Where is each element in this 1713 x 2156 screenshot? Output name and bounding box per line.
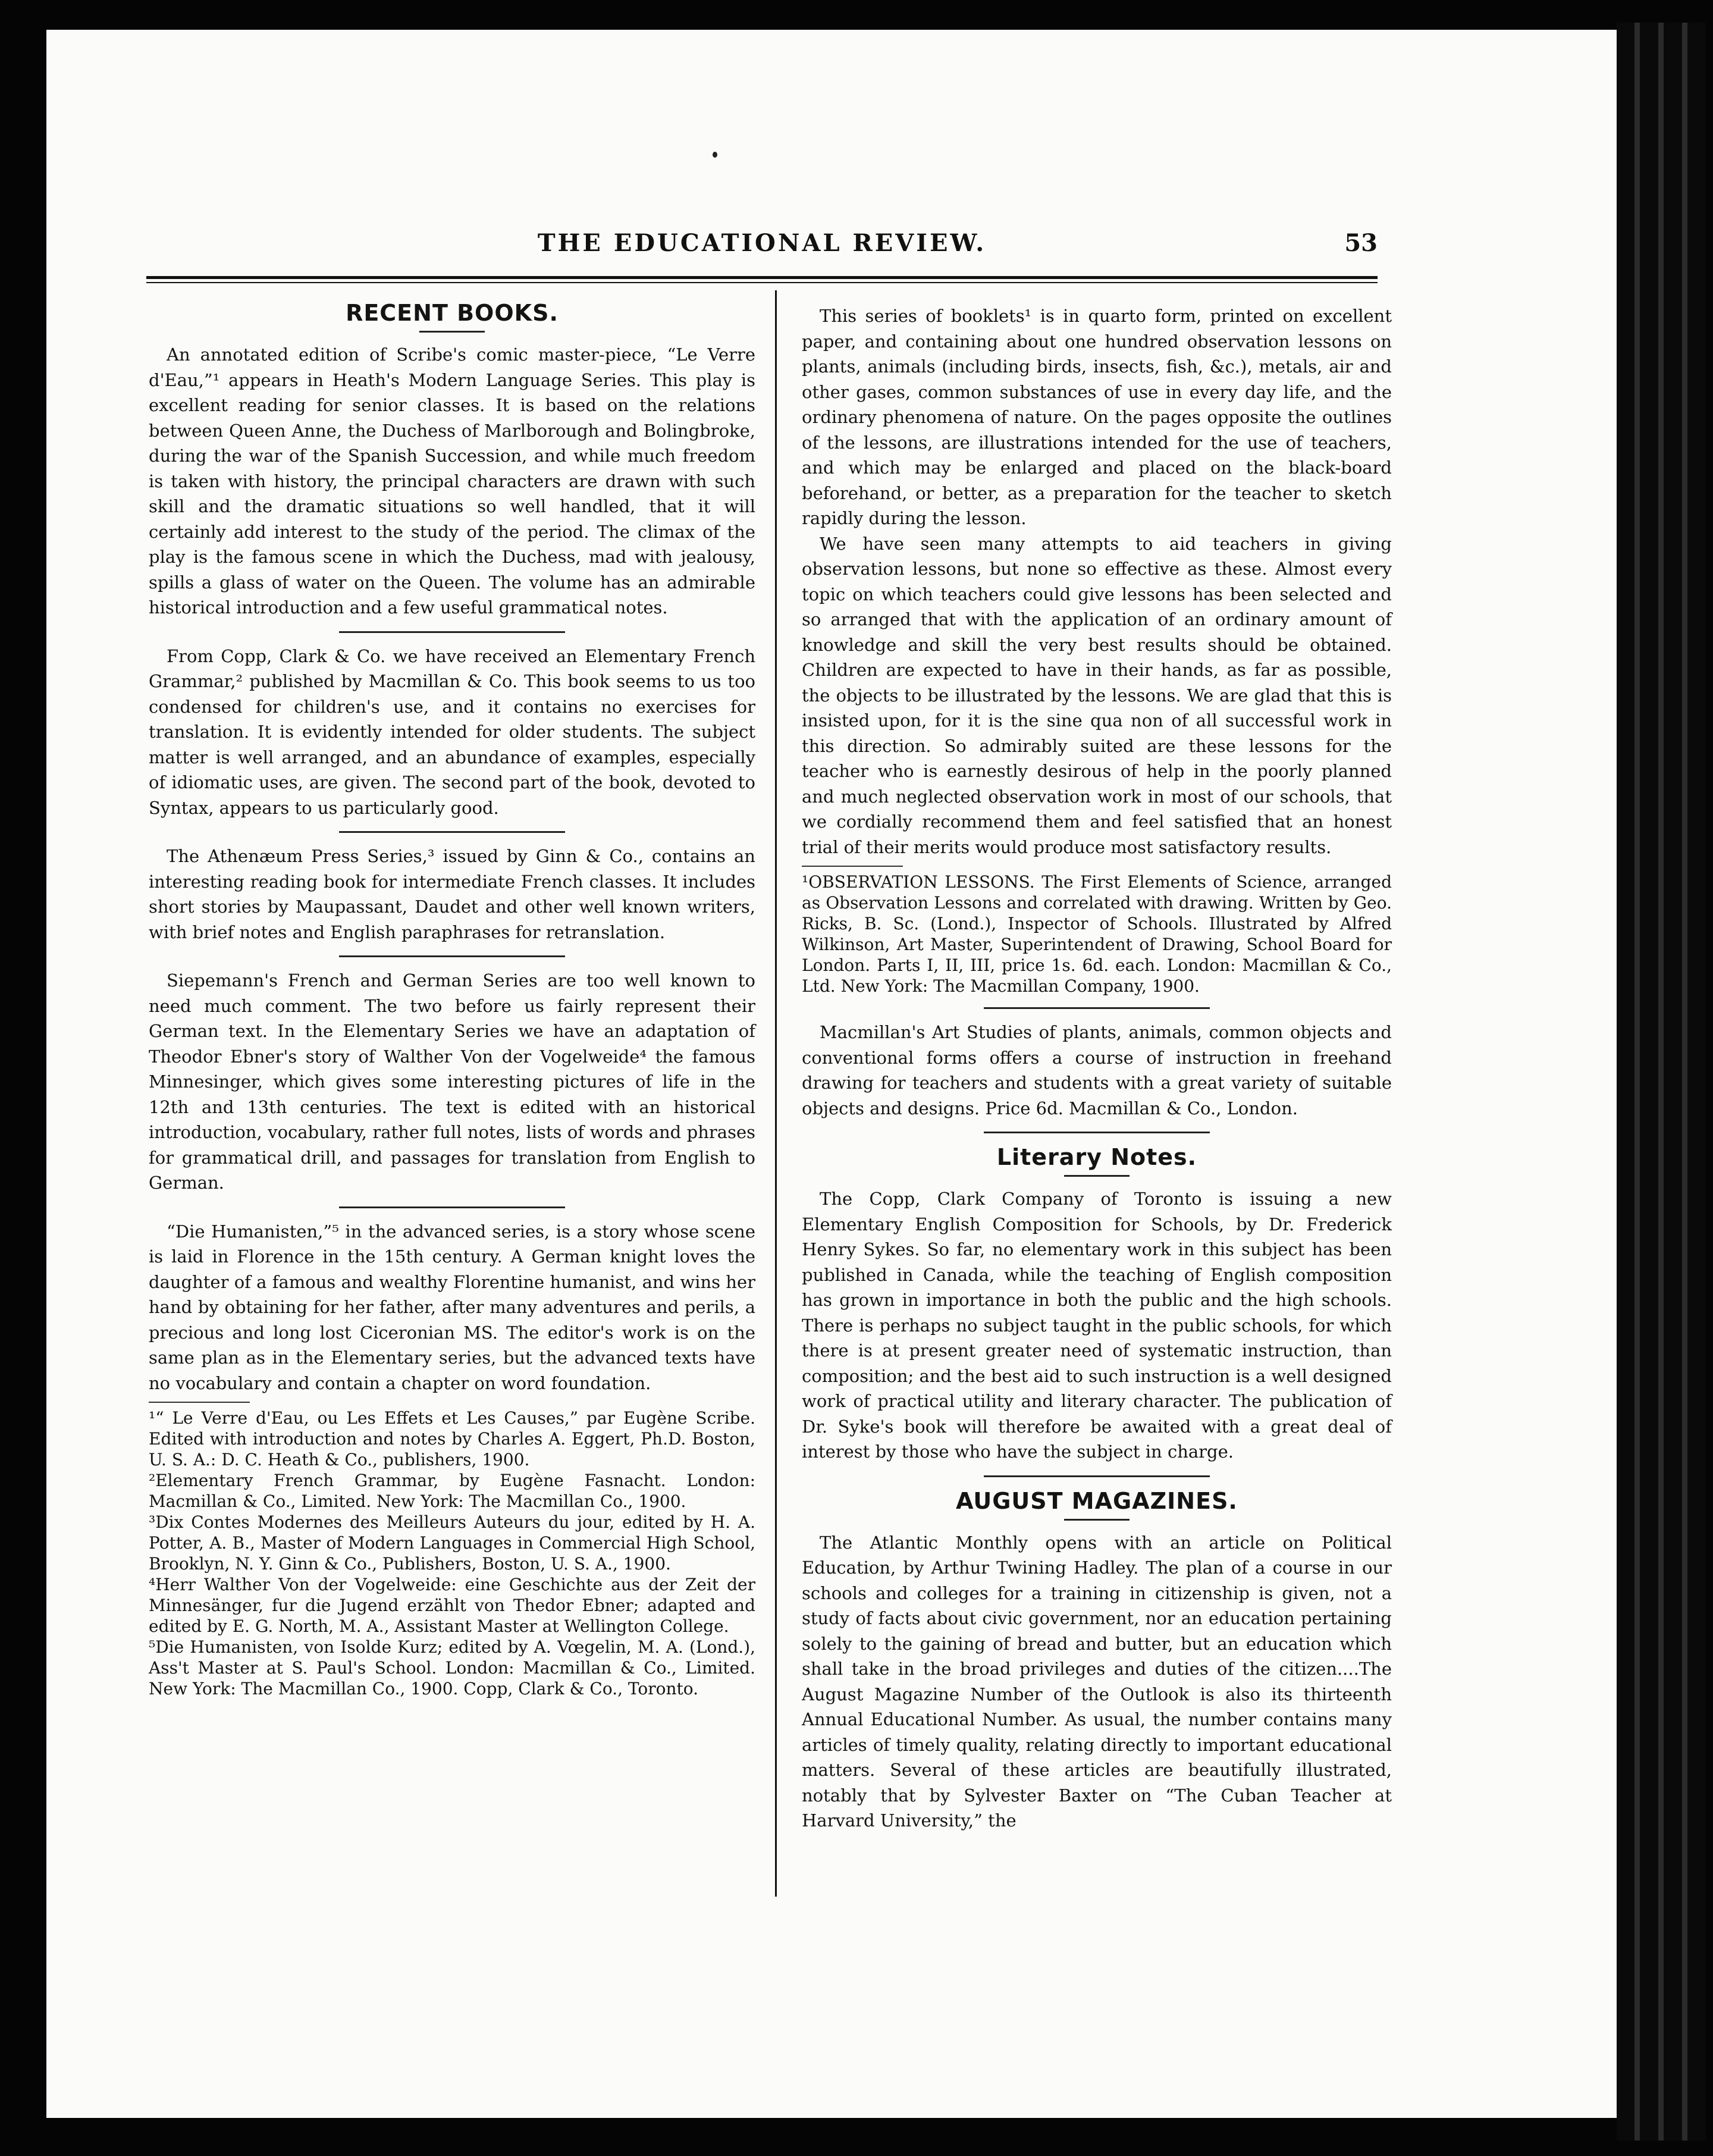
literary-note-copp-clark: The Copp, Clark Company of Toronto is issuing a new Elementary English Composition for Schools, by Dr. Frederick Henry Sykes. So far, no elementary work in this subject has been published in Canada, while the teaching of English composition has grown in importance in both the public and the high schools. There is perhaps no subject taught in the public schools, for which there is at present greater need of systematic instruction, than composition; and the best aid to such instruction is a well designed work of practical utility and literary character. The publication of Dr. Syke's book will therefore be awaited with a great deal of interest by those who have the subject in charge.: [802, 1189, 1392, 1462]
review-le-verre-deau: An annotated edition of Scribe's comic master-piece, “Le Verre d'Eau,”¹ appears in Heath's Modern Language Series. This play is excellent reading for senior classes. It is based on the relations between Queen Anne, the Duchess of Marlborough and Bolingbroke, during the war of the Spanish Succession, and while much freedom is taken with history, the principal characters are drawn with such skill and the dramatic situations so well handled, that it will certainly add interest to the study of the period. The climax of the play is the famous scene in which the Duchess, mad with jealousy, spills a glass of water on the Queen. The volume has an admirable historical introduction and a few useful grammatical notes.: [149, 344, 755, 618]
header-rule: [146, 276, 1378, 279]
footnote-observation-lessons: ¹OBSERVATION LESSONS. The First Elements of Science, arranged as Observation Lessons and correlated with drawing. Written by Geo. Ricks, B. Sc. (Lond.), Inspector of Schools. Illustrated by Alfred Wilkinson, Art Master, Superintendent of Drawing, School Board for London. Parts I, II, III, price 1s. 6d. each. London: Macmillan & Co., Ltd. New York: The Macmillan Company, 1900.: [802, 872, 1392, 996]
recent-books-heading: RECENT BOOKS.: [346, 300, 559, 326]
ink-mark: [713, 152, 717, 158]
separator-rule: [339, 831, 565, 833]
footnote-rule: [149, 1402, 250, 1403]
separator-rule: [339, 955, 565, 957]
separator-rule: [984, 1132, 1210, 1133]
review-observation-lessons-cont: We have seen many attempts to aid teachers in giving observation lessons, but none so effective as these. Almost every topic on which teachers could give lessons has been selected and so arranged that with the application of an ordinary amount of knowledge and skill the very best results should be obtained. Children are expected to have in their hands, as far as possible, the objects to be illustrated by the lessons. We are glad that this is insisted upon, for it is the sine qua non of all successful work in this direction. So admirably suited are these lessons for the teacher who is earnestly desirous of help in the poorly planned and much neglected observation work in most of our schools, that we cordially recommend them and feel satisfied that an honest trial of their merits would produce most satisfactory results.: [802, 533, 1392, 857]
header-rule-thin: [146, 282, 1378, 283]
footnote-rule: [802, 866, 903, 867]
heading-rule: [419, 331, 485, 333]
literary-notes-heading: Literary Notes.: [996, 1144, 1197, 1170]
footnote-2: ²Elementary French Grammar, by Eugène Fasnacht. London: Macmillan & Co., Limited. New York: The Macmillan Co., 1900.: [149, 1471, 755, 1511]
august-magazines-text: The Atlantic Monthly opens with an article on Political Education, by Arthur Twining Hadley. The plan of a course in our schools and colleges for a training in citizenship is given, not a study of facts about civic government, nor an education pertaining solely to the gaining of bread and butter, but an education which shall take in the broad privileges and duties of the citizen....The August Magazine Number of the Outlook is also its thirteenth Annual Educational Number. As usual, the number contains many articles of timely quality, relating directly to important educational matters. Several of these articles are beautifully illustrated, notably that by Sylvester Baxter on “The Cuban Teacher at Harvard University,” the: [802, 1532, 1392, 1831]
footnote-3: ³Dix Contes Modernes des Meilleurs Auteurs du jour, edited by H. A. Potter, A. B., Master of Modern Languages in Commercial High School, Brooklyn, N. Y. Ginn & Co., Publishers, Boston, U. S. A., 1900.: [149, 1512, 755, 1574]
august-magazines-heading: AUGUST MAGAZINES.: [956, 1487, 1238, 1514]
heading-rule: [1064, 1175, 1130, 1177]
page-header: [146, 229, 1378, 259]
footnote-4: ⁴Herr Walther Von der Vogelweide: eine Geschichte aus der Zeit der Minnesänger, fur die Jugend erzählt von Thedor Ebner; adapted and edited by E. G. North, M. A., Assistant Master at Wellington College.: [149, 1575, 755, 1636]
page-number: 53: [1344, 229, 1378, 257]
right-column: [802, 303, 1392, 1834]
footnote-1: ¹“ Le Verre d'Eau, ou Les Effets et Les Causes,” par Eugène Scribe. Edited with introduction and notes by Charles A. Eggert, Ph.D. Boston, U. S. A.: D. C. Heath & Co., publishers, 1900.: [149, 1408, 755, 1469]
book-binding-edge: [1617, 23, 1706, 2141]
separator-rule: [984, 1475, 1210, 1477]
review-observation-lessons: This series of booklets¹ is in quarto form, printed on excellent paper, and containing about one hundred observation lessons on plants, animals (including birds, insects, fish, &c.), metals, air and other gases, common substances of use in every day life, and the ordinary phenomena of nature. On the pages opposite the outlines of the lessons, are illustrations intended for the use of teachers, and which may be enlarged and placed on the black-board beforehand, or better, as a preparation for the teacher to sketch rapidly during the lesson.: [802, 306, 1392, 528]
separator-rule: [339, 1207, 565, 1208]
binding-line: [1682, 23, 1687, 2141]
review-athenaeum-press: The Athenæum Press Series,³ issued by Ginn & Co., contains an interesting reading book for intermediate French classes. It includes short stories by Maupassant, Daudet and other well known writers, with brief notes and English paraphrases for retranslation.: [149, 846, 755, 942]
separator-rule: [339, 631, 565, 633]
review-french-grammar: From Copp, Clark & Co. we have received an Elementary French Grammar,² published by Macmillan & Co. This book seems to us too condensed for children's use, and it contains no exercises for translation. It is evidently intended for older students. The subject matter is well arranged, and an abundance of examples, especially of idiomatic uses, are given. The second part of the book, devoted to Syntax, appears to us particularly good.: [149, 645, 755, 818]
running-head: THE EDUCATIONAL REVIEW.: [537, 229, 987, 257]
scanned-page: [46, 30, 1617, 2118]
review-siepemann-series: Siepemann's French and German Series are too well known to need much comment. The two before us fairly represent their German text. In the Elementary Series we have an adaptation of Theodor Ebner's story of Walther Von der Vogelweide⁴ the famous Minnesinger, which gives some interesting pictures of life in the 12th and 13th centuries. The text is edited with an historical introduction, vocabulary, rather full notes, lists of words and phrases for grammatical drill, and passages for translation from English to German.: [149, 970, 755, 1193]
column-divider: [775, 290, 777, 1897]
left-column: [149, 293, 755, 1699]
separator-rule: [984, 1007, 1210, 1009]
footnote-5: ⁵Die Humanisten, von Isolde Kurz; edited by A. Vœgelin, M. A. (Lond.), Ass't Master at S. Paul's School. London: Macmillan & Co., Limited. New York: The Macmillan Co., 1900. Copp, Clark & Co., Toronto.: [149, 1637, 755, 1699]
binding-line: [1658, 23, 1664, 2141]
review-die-humanisten: “Die Humanisten,”⁵ in the advanced series, is a story whose scene is laid in Florence in the 15th century. A German knight loves the daughter of a famous and wealthy Florentine humanist, and wins her hand by obtaining for her father, after many adventures and perils, a precious and long lost Ciceronian MS. The editor's work is on the same plan as in the Elementary series, but the advanced texts have no vocabulary and contain a chapter on word foundation.: [149, 1221, 755, 1393]
review-art-studies: Macmillan's Art Studies of plants, animals, common objects and conventional forms offers a course of instruction in freehand drawing for teachers and students with a great variety of suitable objects and designs. Price 6d. Macmillan & Co., London.: [802, 1022, 1392, 1118]
binding-line: [1634, 23, 1640, 2141]
heading-rule: [1064, 1519, 1130, 1521]
